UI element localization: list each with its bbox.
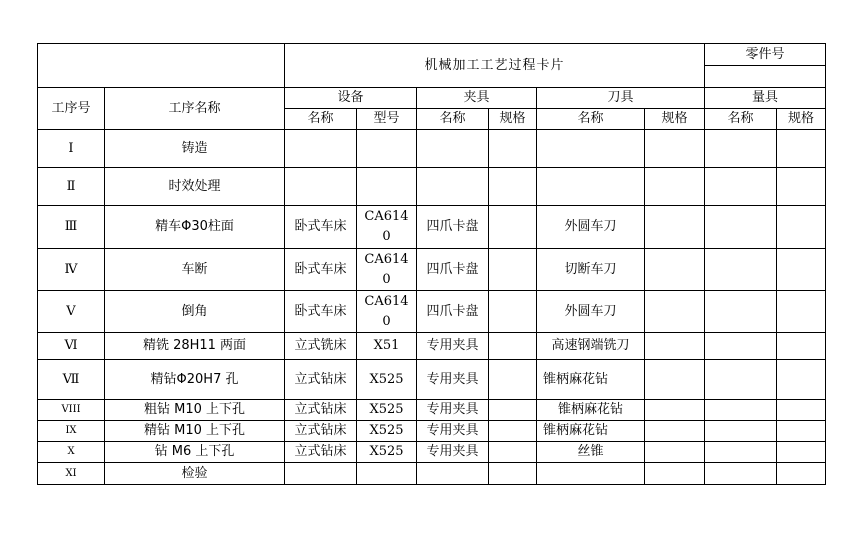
equipment-name-cell: 卧式车床 — [285, 206, 357, 249]
fixture-name-cell: 专用夹具 — [417, 421, 489, 442]
tool-name-cell: 高速钢端铣刀 — [537, 333, 645, 360]
fixture-name-cell: 专用夹具 — [417, 333, 489, 360]
fixture-name-cell — [417, 463, 489, 485]
gauge-name-cell — [705, 360, 777, 400]
gauge-name-cell — [705, 400, 777, 421]
tool-name-cell: 丝锥 — [537, 442, 645, 463]
col-tool-spec: 规格 — [645, 109, 705, 130]
col-gauge: 量具 — [705, 88, 826, 109]
tool-name-cell: 外圆车刀 — [537, 291, 645, 333]
gauge-spec-cell — [777, 333, 826, 360]
equipment-name-cell — [285, 463, 357, 485]
process-rows — [38, 130, 826, 485]
fixture-name-cell: 专用夹具 — [417, 442, 489, 463]
tool-spec-cell — [645, 463, 705, 485]
equipment-model-cell: CA6140 — [357, 249, 417, 291]
header-blank-cell — [38, 44, 285, 88]
gauge-name-cell — [705, 442, 777, 463]
equipment-name-cell — [285, 130, 357, 168]
table-row — [38, 400, 826, 421]
fixture-spec-cell — [489, 206, 537, 249]
step-name-cell: 时效处理 — [105, 168, 285, 206]
step-no-cell: IX — [38, 421, 105, 442]
table-row — [38, 130, 826, 168]
step-name-cell: 精车Φ30柱面 — [105, 206, 285, 249]
fixture-spec-cell — [489, 400, 537, 421]
gauge-name-cell — [705, 130, 777, 168]
card-title: 机械加工工艺过程卡片 — [285, 44, 705, 88]
part-no-label: 零件号 — [705, 44, 826, 66]
col-tool: 刀具 — [537, 88, 705, 109]
tool-name-cell: 切断车刀 — [537, 249, 645, 291]
gauge-spec-cell — [777, 206, 826, 249]
equipment-name-cell: 立式钻床 — [285, 400, 357, 421]
tool-name-cell: 外圆车刀 — [537, 206, 645, 249]
col-tool-name: 名称 — [537, 109, 645, 130]
table-row — [38, 463, 826, 485]
gauge-name-cell — [705, 463, 777, 485]
step-name-cell: 粗钻 M10 上下孔 — [105, 400, 285, 421]
fixture-name-cell — [417, 130, 489, 168]
fixture-name-cell — [417, 168, 489, 206]
gauge-name-cell — [705, 249, 777, 291]
col-equipment: 设备 — [285, 88, 417, 109]
gauge-spec-cell — [777, 168, 826, 206]
fixture-spec-cell — [489, 463, 537, 485]
equipment-model-cell — [357, 168, 417, 206]
tool-spec-cell — [645, 206, 705, 249]
equipment-name-cell: 卧式车床 — [285, 249, 357, 291]
step-no-cell: Ⅰ — [38, 130, 105, 168]
fixture-spec-cell — [489, 442, 537, 463]
equipment-name-cell — [285, 168, 357, 206]
tool-spec-cell — [645, 168, 705, 206]
col-fixture: 夹具 — [417, 88, 537, 109]
equipment-model-cell: X525 — [357, 360, 417, 400]
part-no-value — [705, 66, 826, 88]
fixture-spec-cell — [489, 421, 537, 442]
gauge-spec-cell — [777, 421, 826, 442]
tool-spec-cell — [645, 442, 705, 463]
col-step-name: 工序名称 — [105, 88, 285, 130]
col-step-no: 工序号 — [38, 88, 105, 130]
gauge-spec-cell — [777, 400, 826, 421]
gauge-spec-cell — [777, 291, 826, 333]
table-row — [38, 360, 826, 400]
equipment-name-cell: 立式铣床 — [285, 333, 357, 360]
tool-spec-cell — [645, 421, 705, 442]
fixture-name-cell: 专用夹具 — [417, 400, 489, 421]
table-row — [38, 421, 826, 442]
tool-spec-cell — [645, 249, 705, 291]
fixture-name-cell: 四爪卡盘 — [417, 249, 489, 291]
fixture-spec-cell — [489, 249, 537, 291]
step-name-cell: 倒角 — [105, 291, 285, 333]
gauge-name-cell — [705, 291, 777, 333]
step-no-cell: Ⅱ — [38, 168, 105, 206]
table-row — [38, 168, 826, 206]
gauge-name-cell — [705, 421, 777, 442]
tool-spec-cell — [645, 291, 705, 333]
gauge-spec-cell — [777, 442, 826, 463]
col-fixture-spec: 规格 — [489, 109, 537, 130]
gauge-spec-cell — [777, 463, 826, 485]
step-name-cell: 车断 — [105, 249, 285, 291]
table-row — [38, 206, 826, 249]
fixture-name-cell: 四爪卡盘 — [417, 291, 489, 333]
col-gauge-spec: 规格 — [777, 109, 826, 130]
tool-name-cell — [537, 130, 645, 168]
header-row-top — [38, 44, 826, 66]
col-fixture-name: 名称 — [417, 109, 489, 130]
equipment-model-cell: CA6140 — [357, 206, 417, 249]
equipment-model-cell: X51 — [357, 333, 417, 360]
equipment-name-cell: 立式钻床 — [285, 360, 357, 400]
equipment-model-cell: X525 — [357, 400, 417, 421]
tool-name-cell — [537, 168, 645, 206]
equipment-name-cell: 卧式车床 — [285, 291, 357, 333]
table-row — [38, 249, 826, 291]
gauge-name-cell — [705, 333, 777, 360]
fixture-spec-cell — [489, 130, 537, 168]
tool-name-cell: 锥柄麻花钻 — [537, 360, 645, 400]
step-name-cell: 精铣 28H11 两面 — [105, 333, 285, 360]
gauge-spec-cell — [777, 360, 826, 400]
tool-spec-cell — [645, 360, 705, 400]
fixture-spec-cell — [489, 333, 537, 360]
gauge-spec-cell — [777, 130, 826, 168]
tool-spec-cell — [645, 130, 705, 168]
step-no-cell: Ⅳ — [38, 249, 105, 291]
equipment-model-cell: X525 — [357, 421, 417, 442]
fixture-spec-cell — [489, 360, 537, 400]
equipment-name-cell: 立式钻床 — [285, 421, 357, 442]
tool-spec-cell — [645, 400, 705, 421]
table-row — [38, 291, 826, 333]
tool-name-cell: 锥柄麻花钻 — [537, 421, 645, 442]
table-row — [38, 442, 826, 463]
step-name-cell: 铸造 — [105, 130, 285, 168]
step-no-cell: X — [38, 442, 105, 463]
equipment-model-cell: X525 — [357, 442, 417, 463]
equipment-model-cell — [357, 130, 417, 168]
step-no-cell: Ⅴ — [38, 291, 105, 333]
equipment-model-cell — [357, 463, 417, 485]
step-no-cell: Ⅶ — [38, 360, 105, 400]
step-no-cell: Ⅲ — [38, 206, 105, 249]
col-equipment-name: 名称 — [285, 109, 357, 130]
tool-spec-cell — [645, 333, 705, 360]
table-row — [38, 333, 826, 360]
step-name-cell: 钻 M6 上下孔 — [105, 442, 285, 463]
tool-name-cell — [537, 463, 645, 485]
equipment-model-cell: CA6140 — [357, 291, 417, 333]
fixture-spec-cell — [489, 168, 537, 206]
col-equipment-model: 型号 — [357, 109, 417, 130]
step-no-cell: Ⅵ — [38, 333, 105, 360]
gauge-name-cell — [705, 168, 777, 206]
step-name-cell: 精钻Φ20H7 孔 — [105, 360, 285, 400]
gauge-name-cell — [705, 206, 777, 249]
step-name-cell: 检验 — [105, 463, 285, 485]
equipment-name-cell: 立式钻床 — [285, 442, 357, 463]
fixture-name-cell: 专用夹具 — [417, 360, 489, 400]
tool-name-cell: 锥柄麻花钻 — [537, 400, 645, 421]
col-gauge-name: 名称 — [705, 109, 777, 130]
step-no-cell: XI — [38, 463, 105, 485]
gauge-spec-cell — [777, 249, 826, 291]
column-group-row — [38, 88, 826, 109]
step-no-cell: VIII — [38, 400, 105, 421]
step-name-cell: 精钻 M10 上下孔 — [105, 421, 285, 442]
process-card-table — [37, 43, 826, 485]
fixture-spec-cell — [489, 291, 537, 333]
fixture-name-cell: 四爪卡盘 — [417, 206, 489, 249]
